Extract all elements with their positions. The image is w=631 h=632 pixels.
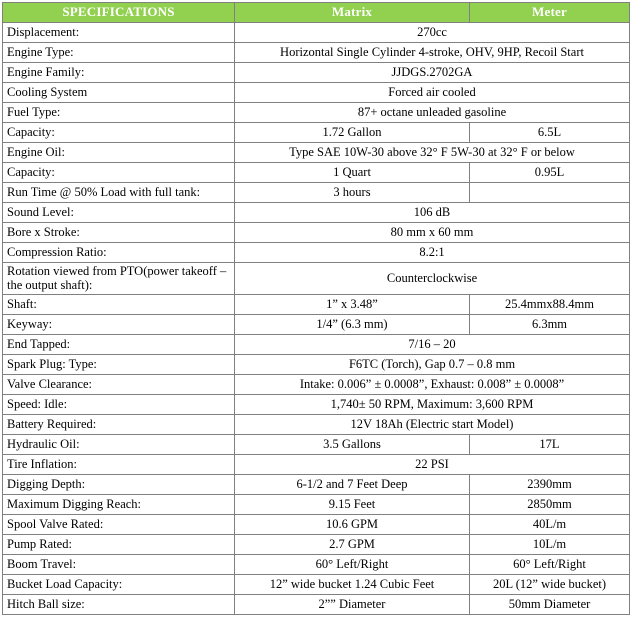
row-label: Maximum Digging Reach: bbox=[3, 494, 235, 514]
table-row bbox=[3, 263, 630, 295]
table-row bbox=[3, 574, 630, 594]
row-label: Sound Level: bbox=[3, 203, 235, 223]
row-label: Speed: Idle: bbox=[3, 394, 235, 414]
table-row bbox=[3, 534, 630, 554]
table-row bbox=[3, 554, 630, 574]
row-value-meter: 20L (12” wide bucket) bbox=[470, 574, 630, 594]
table-row bbox=[3, 514, 630, 534]
row-label: Hydraulic Oil: bbox=[3, 434, 235, 454]
table-row bbox=[3, 334, 630, 354]
table-row bbox=[3, 414, 630, 434]
row-label: Pump Rated: bbox=[3, 534, 235, 554]
row-value-combined: Counterclockwise bbox=[235, 263, 630, 295]
row-value-combined: 87+ octane unleaded gasoline bbox=[235, 103, 630, 123]
row-label: Engine Type: bbox=[3, 43, 235, 63]
row-value-matrix: 1.72 Gallon bbox=[235, 123, 470, 143]
row-value-matrix: 3.5 Gallons bbox=[235, 434, 470, 454]
table-row bbox=[3, 374, 630, 394]
table-row bbox=[3, 43, 630, 63]
row-value-matrix: 3 hours bbox=[235, 183, 470, 203]
row-value-matrix: 1 Quart bbox=[235, 163, 470, 183]
row-label: Engine Family: bbox=[3, 63, 235, 83]
row-label: Run Time @ 50% Load with full tank: bbox=[3, 183, 235, 203]
row-value-matrix: 10.6 GPM bbox=[235, 514, 470, 534]
row-value-combined: Forced air cooled bbox=[235, 83, 630, 103]
row-label: Capacity: bbox=[3, 163, 235, 183]
row-label: Valve Clearance: bbox=[3, 374, 235, 394]
row-value-meter: 50mm Diameter bbox=[470, 594, 630, 614]
table-row bbox=[3, 123, 630, 143]
row-label: Spool Valve Rated: bbox=[3, 514, 235, 534]
table-row bbox=[3, 63, 630, 83]
row-value-meter bbox=[470, 183, 630, 203]
row-label: Cooling System bbox=[3, 83, 235, 103]
header-row bbox=[3, 3, 630, 23]
row-label: Boom Travel: bbox=[3, 554, 235, 574]
column-header-meter: Meter bbox=[470, 3, 630, 23]
row-label: Compression Ratio: bbox=[3, 243, 235, 263]
row-value-meter: 0.95L bbox=[470, 163, 630, 183]
row-value-meter: 10L/m bbox=[470, 534, 630, 554]
table-row bbox=[3, 223, 630, 243]
row-value-meter: 25.4mmx88.4mm bbox=[470, 294, 630, 314]
row-label: End Tapped: bbox=[3, 334, 235, 354]
row-value-matrix: 1/4” (6.3 mm) bbox=[235, 314, 470, 334]
row-value-meter: 2390mm bbox=[470, 474, 630, 494]
table-row bbox=[3, 243, 630, 263]
row-value-meter: 6.3mm bbox=[470, 314, 630, 334]
row-value-combined: 270cc bbox=[235, 23, 630, 43]
table-row bbox=[3, 454, 630, 474]
row-label: Rotation viewed from PTO(power takeoff – the output shaft): bbox=[3, 263, 235, 295]
table-row bbox=[3, 163, 630, 183]
table-row bbox=[3, 23, 630, 43]
table-row bbox=[3, 314, 630, 334]
table-row bbox=[3, 103, 630, 123]
table-row bbox=[3, 494, 630, 514]
row-value-combined: F6TC (Torch), Gap 0.7 – 0.8 mm bbox=[235, 354, 630, 374]
row-value-combined: Type SAE 10W-30 above 32° F 5W-30 at 32° F or below bbox=[235, 143, 630, 163]
row-value-matrix: 1” x 3.48” bbox=[235, 294, 470, 314]
row-label: Shaft: bbox=[3, 294, 235, 314]
row-value-meter: 2850mm bbox=[470, 494, 630, 514]
row-value-matrix: 2.7 GPM bbox=[235, 534, 470, 554]
row-label: Digging Depth: bbox=[3, 474, 235, 494]
row-label: Spark Plug: Type: bbox=[3, 354, 235, 374]
row-label: Hitch Ball size: bbox=[3, 594, 235, 614]
row-value-combined: 7/16 – 20 bbox=[235, 334, 630, 354]
table-row bbox=[3, 203, 630, 223]
row-value-combined: 106 dB bbox=[235, 203, 630, 223]
column-header-matrix: Matrix bbox=[235, 3, 470, 23]
table-row bbox=[3, 474, 630, 494]
row-label: Bucket Load Capacity: bbox=[3, 574, 235, 594]
row-label: Keyway: bbox=[3, 314, 235, 334]
row-value-meter: 17L bbox=[470, 434, 630, 454]
row-value-matrix: 12” wide bucket 1.24 Cubic Feet bbox=[235, 574, 470, 594]
row-label: Engine Oil: bbox=[3, 143, 235, 163]
row-value-matrix: 60° Left/Right bbox=[235, 554, 470, 574]
table-row bbox=[3, 394, 630, 414]
row-value-combined: 8.2:1 bbox=[235, 243, 630, 263]
row-value-combined: 22 PSI bbox=[235, 454, 630, 474]
row-value-combined: 12V 18Ah (Electric start Model) bbox=[235, 414, 630, 434]
row-value-combined: 1,740± 50 RPM, Maximum: 3,600 RPM bbox=[235, 394, 630, 414]
row-value-combined: JJDGS.2702GA bbox=[235, 63, 630, 83]
row-value-matrix: 2”” Diameter bbox=[235, 594, 470, 614]
table-header bbox=[3, 3, 630, 23]
table-row bbox=[3, 594, 630, 614]
row-value-combined: Horizontal Single Cylinder 4-stroke, OHV, 9HP, Recoil Start bbox=[235, 43, 630, 63]
row-value-meter: 40L/m bbox=[470, 514, 630, 534]
table-row bbox=[3, 143, 630, 163]
table-row bbox=[3, 294, 630, 314]
row-value-combined: Intake: 0.006” ± 0.0008”, Exhaust: 0.008” ± 0.0008” bbox=[235, 374, 630, 394]
table-row bbox=[3, 83, 630, 103]
row-label: Bore x Stroke: bbox=[3, 223, 235, 243]
table-row bbox=[3, 354, 630, 374]
table-body bbox=[3, 23, 630, 615]
row-label: Tire Inflation: bbox=[3, 454, 235, 474]
column-header-specifications: SPECIFICATIONS bbox=[3, 3, 235, 23]
row-label: Battery Required: bbox=[3, 414, 235, 434]
specifications-table bbox=[2, 2, 630, 615]
row-label: Fuel Type: bbox=[3, 103, 235, 123]
row-label: Displacement: bbox=[3, 23, 235, 43]
table-row bbox=[3, 434, 630, 454]
row-value-matrix: 6-1/2 and 7 Feet Deep bbox=[235, 474, 470, 494]
row-value-combined: 80 mm x 60 mm bbox=[235, 223, 630, 243]
row-label: Capacity: bbox=[3, 123, 235, 143]
row-value-matrix: 9.15 Feet bbox=[235, 494, 470, 514]
row-value-meter: 6.5L bbox=[470, 123, 630, 143]
row-value-meter: 60° Left/Right bbox=[470, 554, 630, 574]
table-row bbox=[3, 183, 630, 203]
